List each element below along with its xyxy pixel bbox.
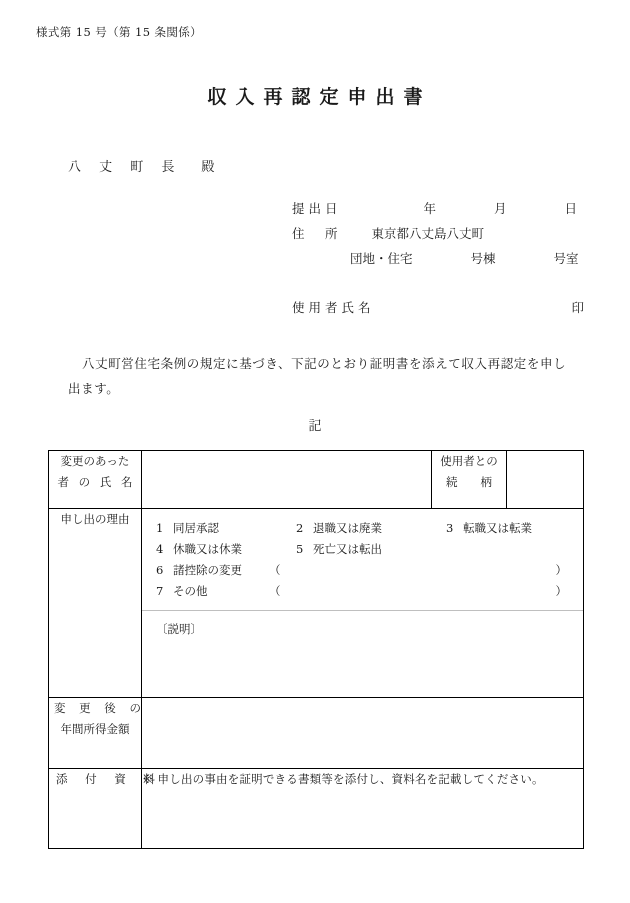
changed-person-label-line2: 者 の 氏 名 xyxy=(57,475,136,489)
address-value[interactable]: 東京都八丈島八丈町 xyxy=(371,226,484,241)
ki-marker: 記 xyxy=(308,419,322,434)
user-name-label: 使用者氏名 xyxy=(292,300,375,315)
table-row-attachment xyxy=(49,769,584,849)
reason-option-line-2 xyxy=(156,539,573,560)
building-number-label[interactable]: 号棟 xyxy=(470,251,496,266)
applicant-meta-block xyxy=(292,196,584,320)
table-row-reason xyxy=(49,509,584,698)
reason-option-1-number: 1 xyxy=(156,521,164,535)
reason-option-4-label: 休職又は休業 xyxy=(173,542,242,556)
explanation-label: 〔説明〕 xyxy=(156,622,202,636)
reason-option-6-paren-open: （ xyxy=(269,563,281,577)
table-row-income xyxy=(49,698,584,769)
reason-option-3-label: 転職又は転業 xyxy=(463,521,532,535)
page-title: 収入再認定申出書 xyxy=(207,86,432,108)
date-day-label: 日 xyxy=(564,201,577,216)
reason-option-1[interactable] xyxy=(156,518,296,539)
reason-option-6-paren-close: ） xyxy=(555,563,567,577)
attachment-content-cell[interactable] xyxy=(142,769,584,849)
reason-option-2-number: 2 xyxy=(296,521,304,535)
reason-option-7-paren-close: ） xyxy=(555,584,567,598)
changed-person-label-cell xyxy=(49,451,142,509)
room-number-label[interactable]: 号室 xyxy=(553,251,579,266)
reason-option-4[interactable] xyxy=(156,539,296,560)
table-row-changed-person xyxy=(49,451,584,509)
income-label-line1: 変 更 後 の xyxy=(54,701,146,715)
reason-option-6-label: 諸控除の変更 xyxy=(173,563,242,577)
reason-option-3-number: 3 xyxy=(446,521,454,535)
reason-option-6[interactable] xyxy=(156,560,281,581)
reason-label-cell xyxy=(49,509,142,698)
reason-options-group xyxy=(142,509,583,611)
attachment-label-cell xyxy=(49,769,162,849)
reason-option-line-1 xyxy=(156,518,573,539)
reason-option-7-label: その他 xyxy=(173,584,208,598)
explanation-area[interactable] xyxy=(142,611,583,697)
reason-label: 申し出の理由 xyxy=(60,512,130,526)
reason-content-cell xyxy=(142,509,584,698)
address-row xyxy=(292,221,584,246)
submission-date-row xyxy=(292,196,584,221)
reason-option-7-paren-open: （ xyxy=(269,584,281,598)
attachment-label: 添 付 資 料 xyxy=(56,772,162,786)
date-year-label: 年 xyxy=(423,201,436,216)
relation-label-cell xyxy=(432,451,507,509)
reason-option-2-label: 退職又は廃業 xyxy=(313,521,382,535)
reason-option-5[interactable] xyxy=(296,539,446,560)
changed-person-label-line1: 変更のあった xyxy=(60,454,130,468)
income-label-cell xyxy=(49,698,146,769)
addressee-line: 八 丈 町 長 殿 xyxy=(68,160,222,175)
application-table xyxy=(48,450,584,849)
reason-option-line-3 xyxy=(156,560,573,581)
reason-option-7-number: 7 xyxy=(156,584,164,598)
body-paragraph: 八丈町営住宅条例の規定に基づき、下記のとおり証明書を添えて収入再認定を申し出ます。 xyxy=(68,356,567,396)
reason-option-3[interactable] xyxy=(446,518,532,539)
changed-person-name-value[interactable] xyxy=(142,451,432,509)
income-value[interactable] xyxy=(142,698,584,769)
reason-option-7[interactable] xyxy=(156,581,281,602)
reason-option-5-label: 死亡又は転出 xyxy=(313,542,382,556)
seal-label: 印 xyxy=(571,300,584,315)
reason-option-2[interactable] xyxy=(296,518,446,539)
submission-date-label: 提出日 xyxy=(292,201,342,216)
relation-value[interactable] xyxy=(507,451,584,509)
address-label: 住 所 xyxy=(292,226,342,241)
income-label-line2: 年間所得金額 xyxy=(60,722,130,736)
reason-option-4-number: 4 xyxy=(156,542,164,556)
relation-label-line2: 続 柄 xyxy=(446,475,492,489)
relation-label-line1: 使用者との xyxy=(440,454,498,468)
reason-option-line-4 xyxy=(156,581,573,602)
reason-option-6-number: 6 xyxy=(156,563,164,577)
form-number: 様式第 15 号（第 15 条関係） xyxy=(36,25,203,39)
building-row xyxy=(292,246,584,271)
user-name-row xyxy=(292,295,584,320)
building-label: 団地・住宅 xyxy=(350,251,413,266)
reason-option-1-label: 同居承認 xyxy=(173,521,219,535)
attachment-note: ※ 申し出の事由を証明できる書類等を添付し、資料名を記載してください。 xyxy=(142,772,544,786)
date-month-label: 月 xyxy=(493,201,507,216)
reason-option-5-number: 5 xyxy=(296,542,304,556)
